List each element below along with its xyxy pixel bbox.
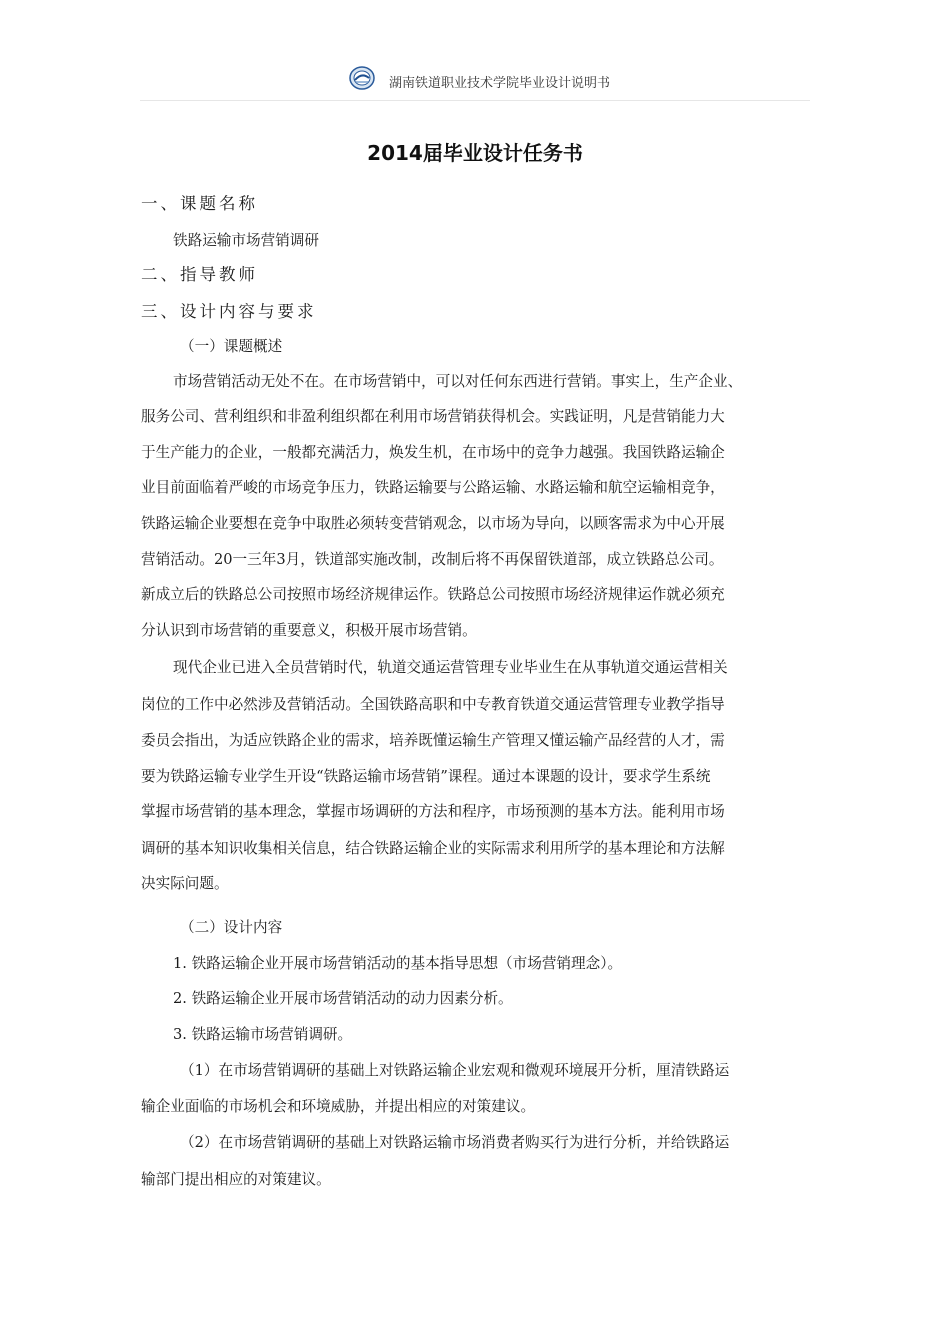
section-heading-content: 三、设计内容与要求	[141, 302, 317, 321]
paragraph-line: 于生产能力的企业，一般都充满活力，焕发生机，在市场中的竞争力越强。我国铁路运输企	[141, 444, 725, 461]
topic-name: 铁路运输市场营销调研	[173, 232, 319, 249]
paragraph-line: 铁路运输企业要想在竞争中取胜必须转变营销观念，以市场为导向，以顾客需求为中心开展	[141, 515, 725, 532]
paragraph-line: 市场营销活动无处不在。在市场营销中，可以对任何东西进行营销。事实上，生产企业、	[173, 373, 743, 390]
paragraph-line: 营销活动。20一三年3月，铁道部实施改制，改制后将不再保留铁道部，成立铁路总公司。	[141, 551, 724, 568]
paragraph-line: （2）在市场营销调研的基础上对铁路运输市场消费者购买行为进行分析，并给铁路运	[180, 1134, 730, 1151]
page-header	[0, 62, 950, 102]
paragraph-line: 决实际问题。	[141, 875, 229, 892]
paragraph-line: 业目前面临着严峻的市场竞争压力，铁路运输要与公路运输、水路运输和航空运输相竞争，	[141, 479, 725, 496]
paragraph-line: （1）在市场营销调研的基础上对铁路运输企业宏观和微观环境展开分析，厘清铁路运	[180, 1062, 730, 1079]
list-item: 1. 铁路运输企业开展市场营销活动的基本指导思想（市场营销理念）。	[173, 955, 623, 972]
paragraph-line: 要为铁路运输专业学生开设“铁路运输市场营销”课程。通过本课题的设计，要求学生系统	[141, 768, 711, 785]
paragraph-line: 新成立后的铁路总公司按照市场经济规律运作。铁路总公司按照市场经济规律运作就必须充	[141, 586, 725, 603]
header-text: 湖南铁道职业技术学院毕业设计说明书	[389, 76, 611, 91]
list-item: 2. 铁路运输企业开展市场营销活动的动力因素分析。	[173, 990, 513, 1007]
paragraph-line: 现代企业已进入全员营销时代，轨道交通运营管理专业毕业生在从事轨道交通运营相关	[173, 659, 728, 676]
paragraph-line: 委员会指出，为适应铁路企业的需求，培养既懂运输生产管理又懂运输产品经营的人才，需	[141, 732, 725, 749]
subsection-heading-design-content: （二）设计内容	[180, 919, 283, 936]
paragraph-line: 岗位的工作中必然涉及营销活动。全国铁路高职和中专教育铁道交通运营管理专业教学指导	[141, 696, 725, 713]
header-divider	[140, 100, 810, 101]
list-item: 3. 铁路运输市场营销调研。	[173, 1026, 353, 1043]
paragraph-line: 服务公司、营利组织和非盈利组织都在利用市场营销获得机会。实践证明，凡是营销能力大	[141, 408, 725, 425]
paragraph-line: 输企业面临的市场机会和环境威胁，并提出相应的对策建议。	[141, 1098, 536, 1115]
paragraph-line: 调研的基本知识收集相关信息，结合铁路运输企业的实际需求利用所学的基本理论和方法解	[141, 840, 725, 857]
paragraph-line: 分认识到市场营销的重要意义，积极开展市场营销。	[141, 622, 477, 639]
section-heading-advisor: 二、指导教师	[141, 265, 258, 284]
document-title: 2014届毕业设计任务书	[367, 141, 583, 165]
section-heading-topic: 一、课题名称	[141, 194, 258, 213]
college-emblem-icon	[349, 66, 375, 90]
subsection-heading-overview: （一）课题概述	[180, 338, 283, 355]
paragraph-line: 掌握市场营销的基本理念，掌握市场调研的方法和程序，市场预测的基本方法。能利用市场	[141, 803, 725, 820]
paragraph-line: 输部门提出相应的对策建议。	[141, 1171, 331, 1188]
